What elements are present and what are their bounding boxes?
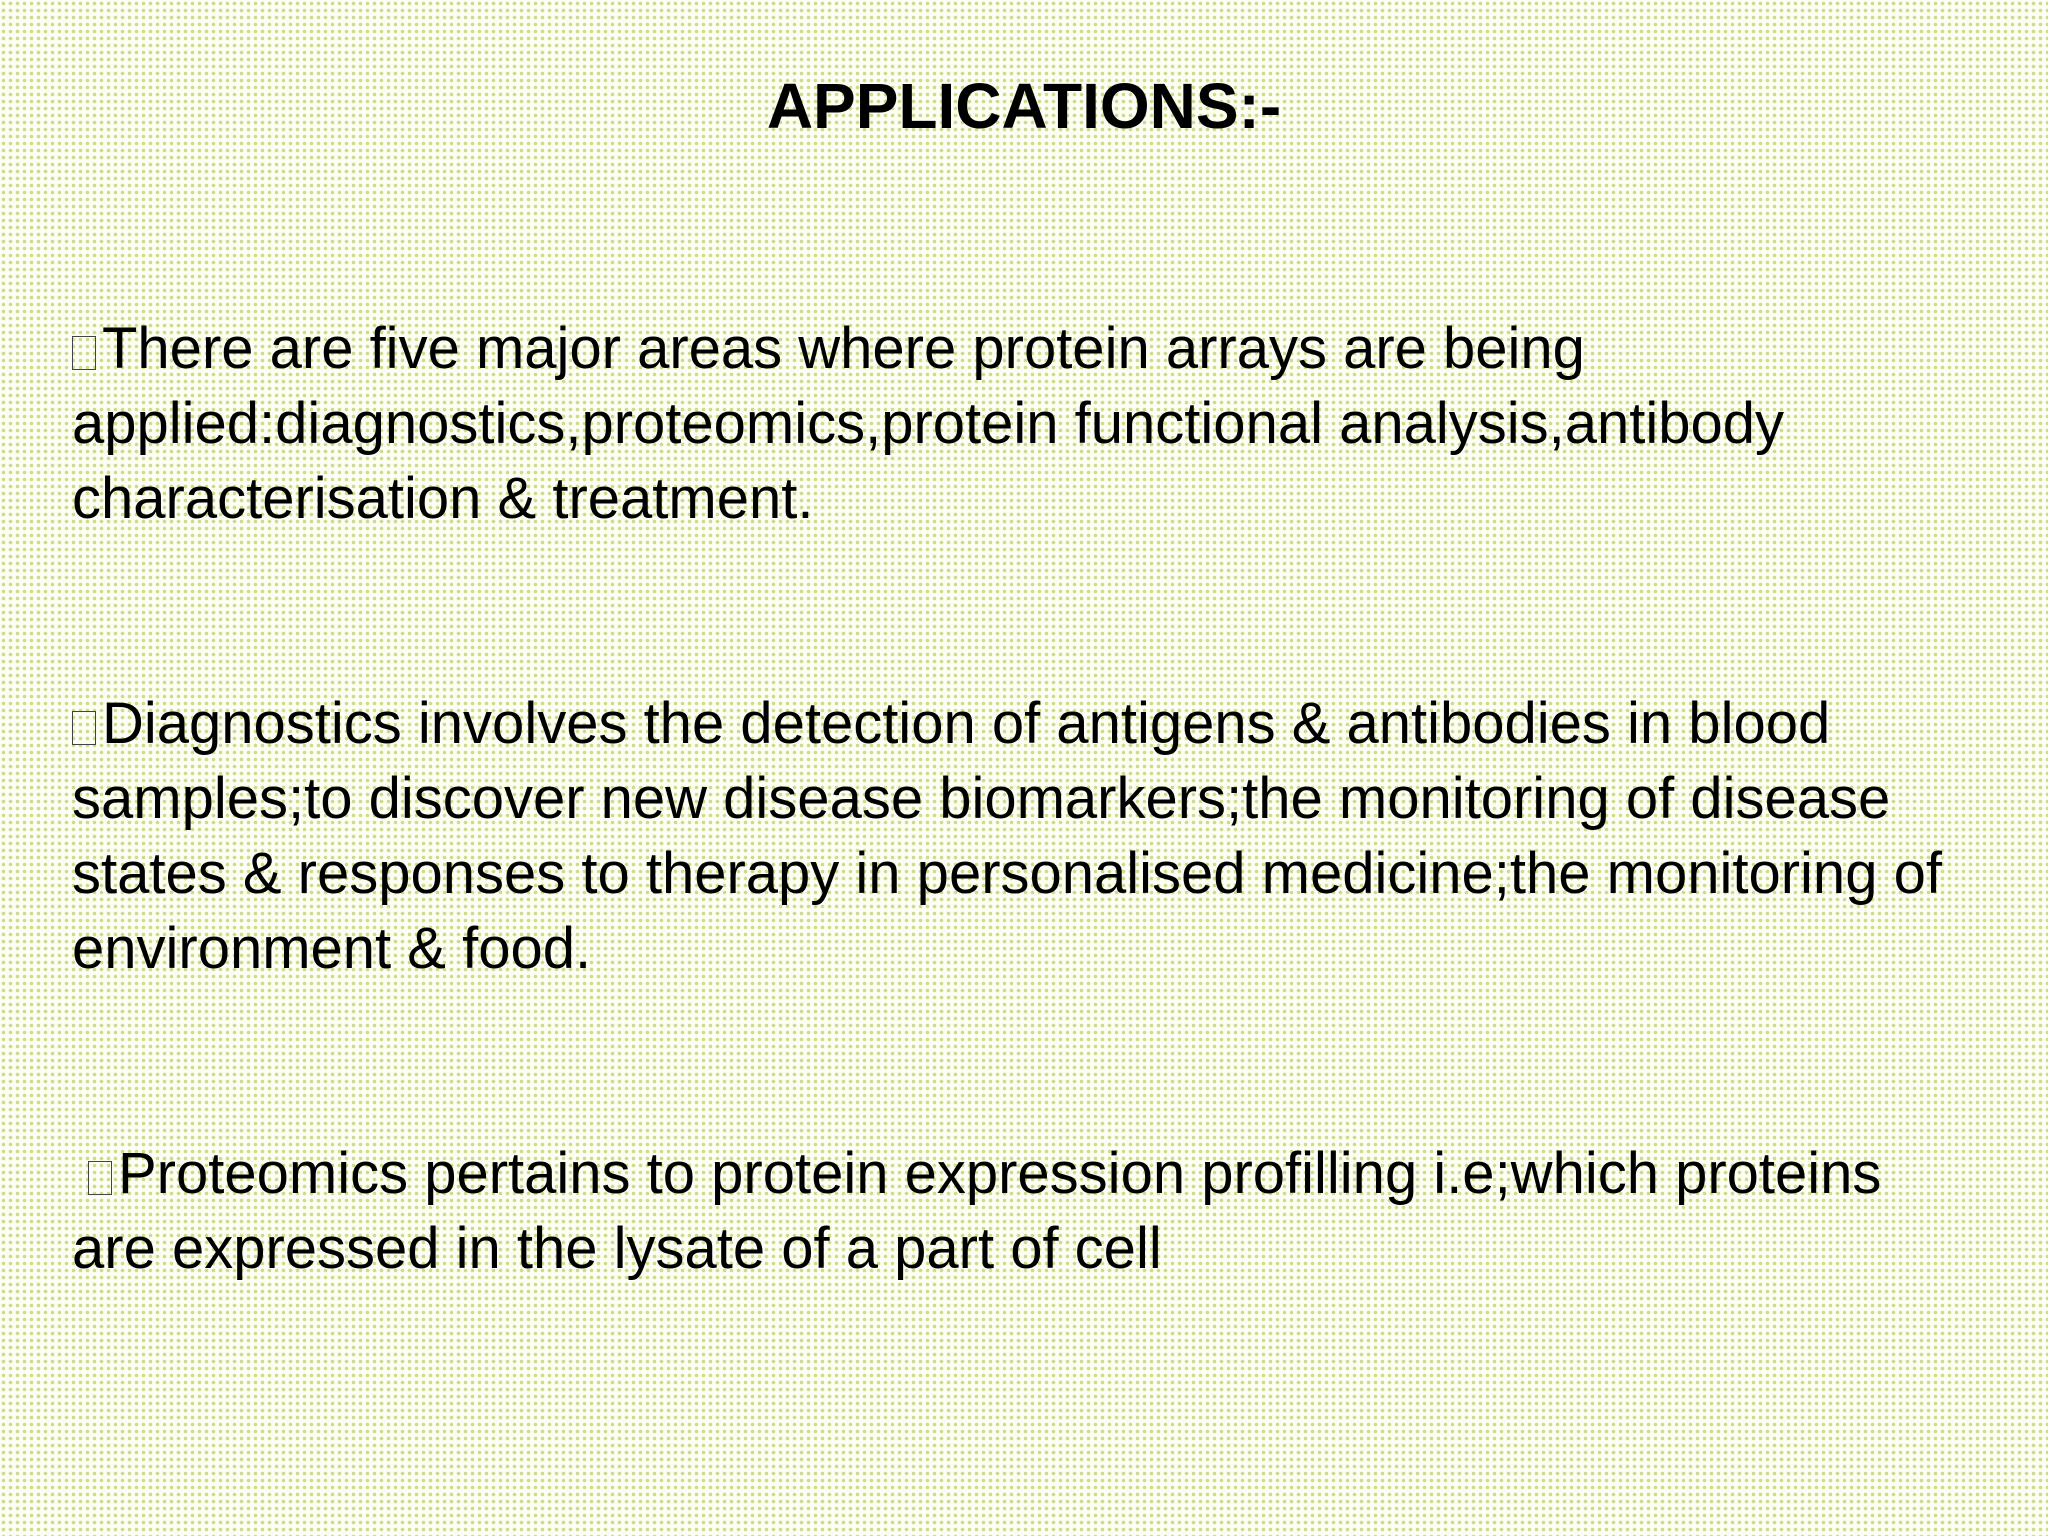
- paragraph-proteomics: [72, 1136, 1972, 1286]
- slide-title: APPLICATIONS:-: [766, 70, 1282, 142]
- paragraph-text: Proteomics pertains to protein expression profilling i.e;which proteins are expressed in the lysate of a part of cell: [72, 1141, 1882, 1281]
- bullet-icon: [72, 336, 96, 370]
- paragraph-five-areas: [72, 311, 1972, 536]
- paragraph-text: There are five major areas where protein arrays are being applied:diagnostics,proteomics,protein functional analysis,antibody characterisation & treatment.: [72, 316, 1785, 531]
- paragraph-diagnostics: [72, 686, 1972, 986]
- paragraph-text: Diagnostics involves the detection of antigens & antibodies in blood samples;to discover new disease biomarkers;the monitoring of disease states & responses to therapy in personalised medicine;the monitoring of environment & food.: [72, 691, 1942, 981]
- bullet-icon: [72, 711, 96, 745]
- bullet-icon: [88, 1161, 112, 1195]
